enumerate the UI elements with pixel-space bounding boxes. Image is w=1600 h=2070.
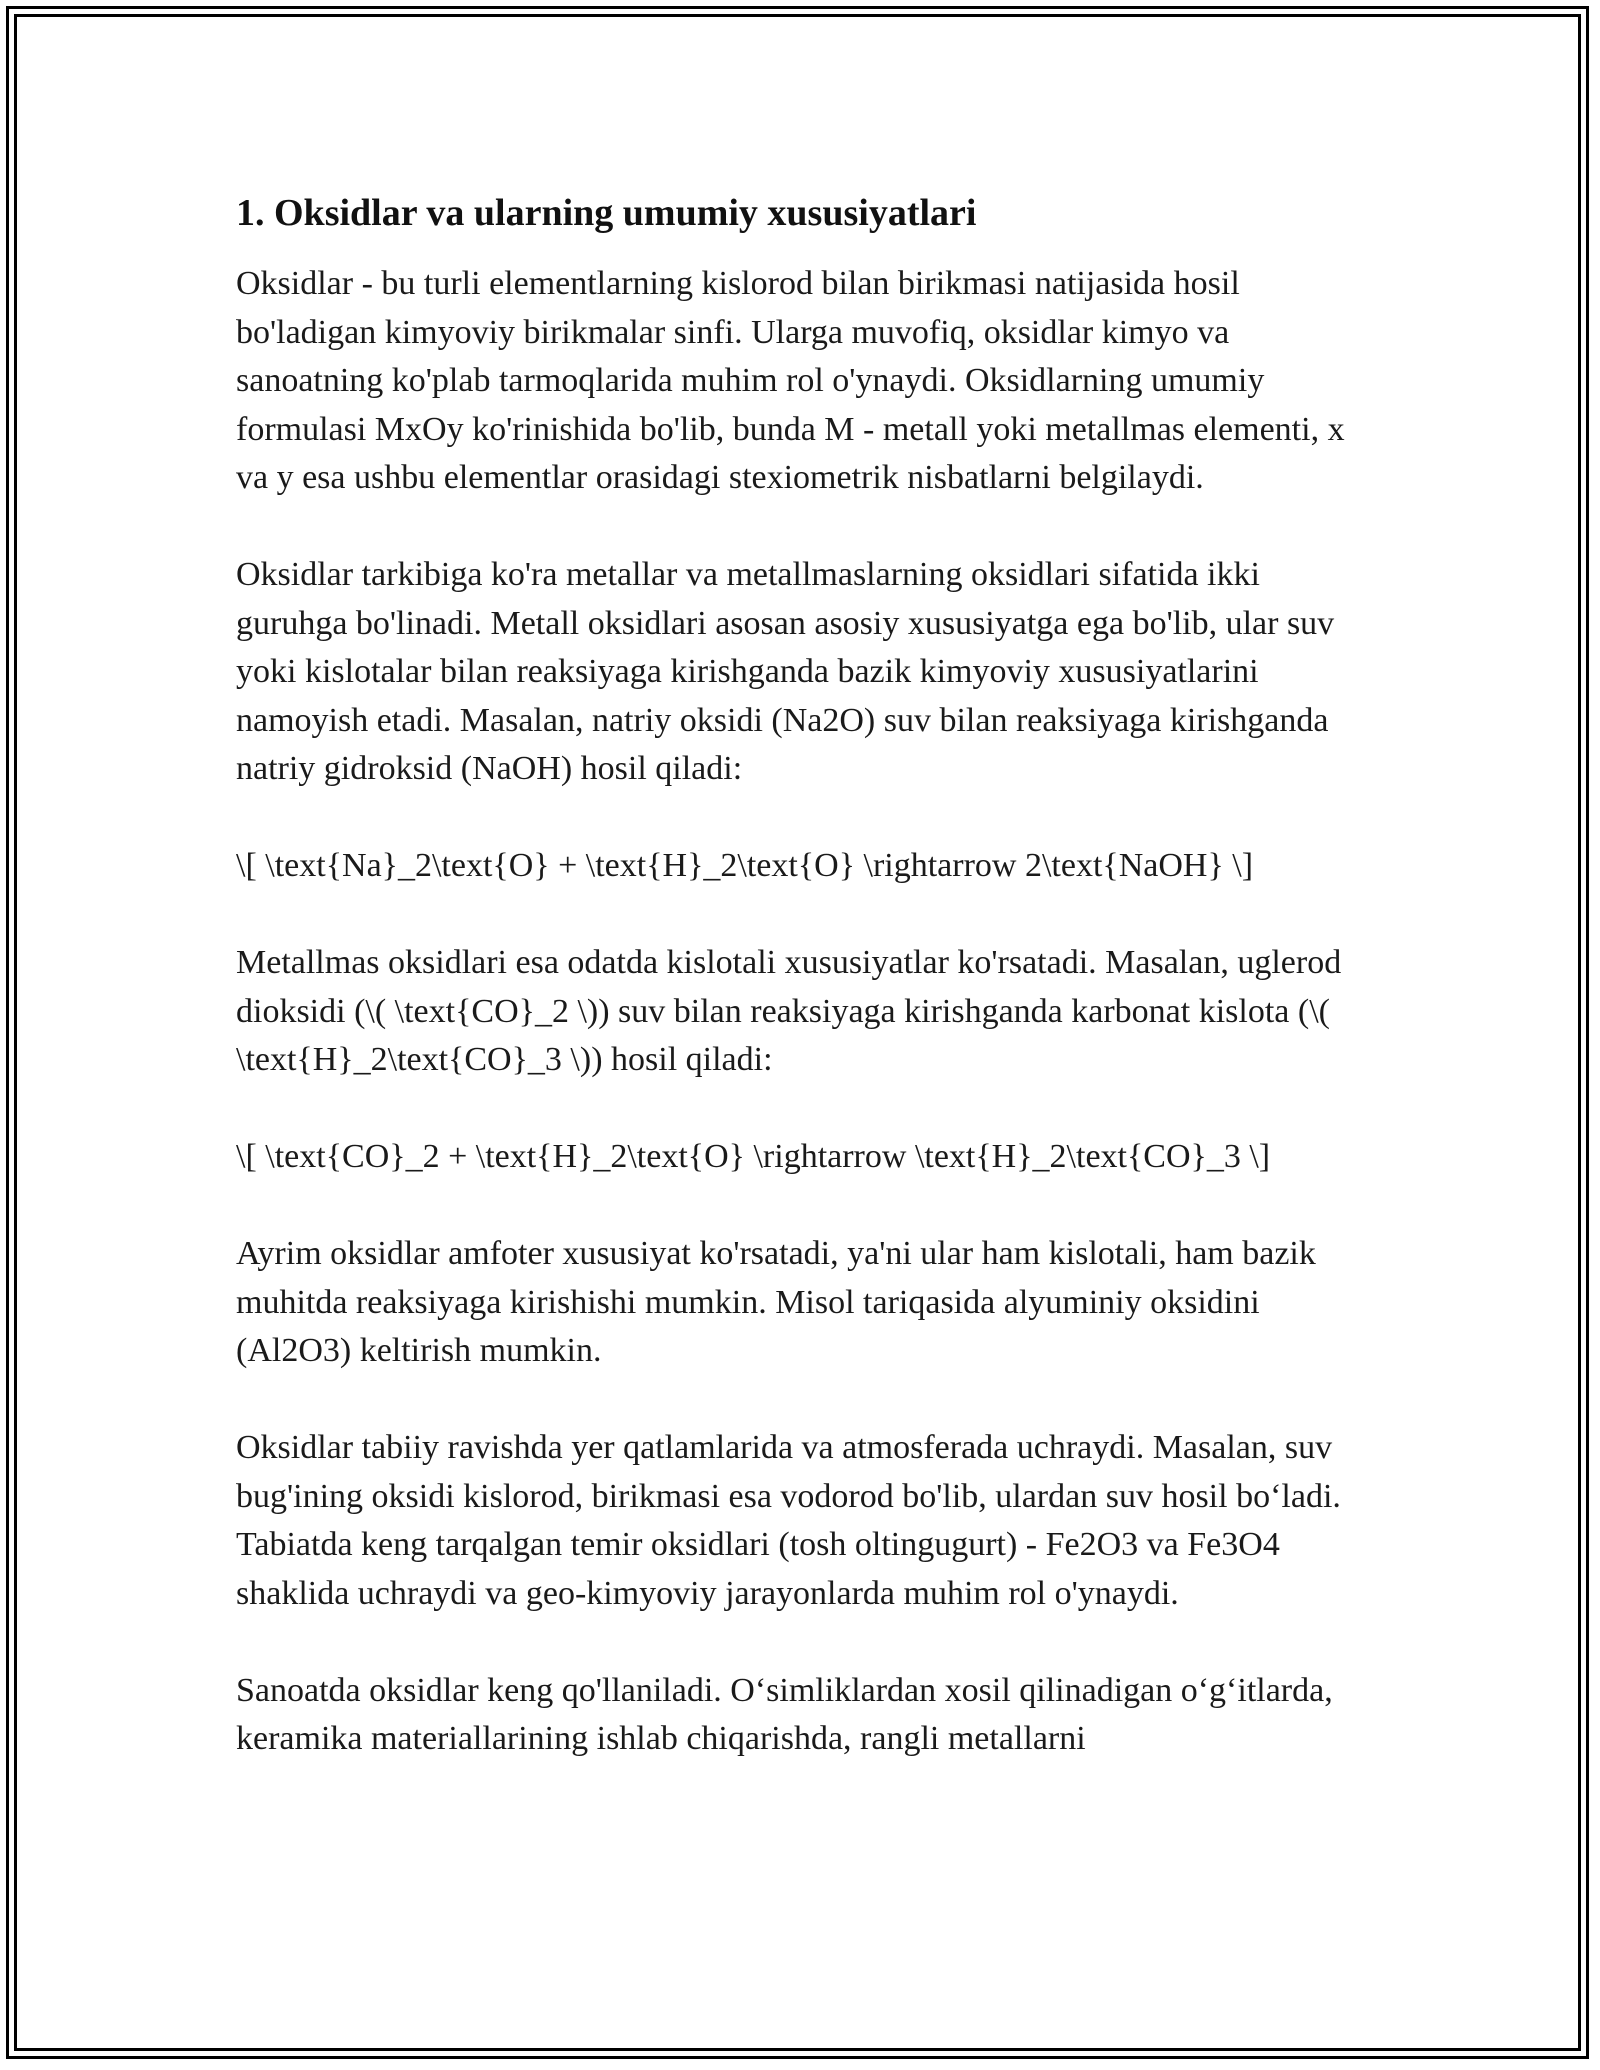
document-page bbox=[236, 186, 1376, 1812]
paragraph-industrial-use: Sanoatda oksidlar keng qo'llaniladi. O‘simliklardan xosil qilinadigan o‘g‘itlarda, keramika materiallarining ishlab chiqarishda, rangli metallarni bbox=[236, 1671, 1333, 1757]
section-heading: 1. Oksidlar va ularning umumiy xususiyatlari bbox=[236, 192, 977, 234]
paragraph-metal-oxides: Oksidlar tarkibiga ko'ra metallar va metallmaslarning oksidlari sifatida ikki guruhga bo'linadi. Metall oksidlari asosan asosiy xususiyatga ega bo'lib, ular suv yoki kislotalar bilan reaksiyaga kirishganda bazik kimyoviy xususiyatlarini namoyish etadi. Masalan, natriy oksidi (Na2O) suv bilan reaksiyaga kirishganda natriy gidroksid (NaOH) hosil qiladi: bbox=[236, 556, 1335, 787]
paragraph-nonmetal-oxides: Metallmas oksidlari esa odatda kislotali xususiyatlar ko'rsatadi. Masalan, uglerod dioksidi (\( \text{CO}_2 \)) suv bilan reaksiyaga kirishganda karbonat kislota (\( \text{H}_2\text{CO}_3 \)) hosil qiladi: bbox=[236, 944, 1342, 1078]
paragraph-amphoteric-oxides: Ayrim oksidlar amfoter xususiyat ko'rsatadi, ya'ni ular ham kislotali, ham bazik muhitda reaksiyaga kirishishi mumkin. Misol tariqasida alyuminiy oksidini (Al2O3) keltirish mumkin. bbox=[236, 1235, 1316, 1369]
paragraph-natural-oxides: Oksidlar tabiiy ravishda yer qatlamlarida va atmosferada uchraydi. Masalan, suv bug'ining oksidi kislorod, birikmasi esa vodorod bo'lib, ulardan suv hosil bo‘ladi. Tabiatda keng tarqalgan temir oksidlari (tosh oltingugurt) - Fe2O3 va Fe3O4 shaklida uchraydi va geo-kimyoviy jarayonlarda muhim rol o'ynaydi. bbox=[236, 1429, 1341, 1612]
equation-carbon-dioxide: \[ \text{CO}_2 + \text{H}_2\text{O} \rightarrow \text{H}_2\text{CO}_3 \] bbox=[236, 1138, 1271, 1175]
paragraph-oxides-definition: Oksidlar - bu turli elementlarning kislorod bilan birikmasi natijasida hosil bo'ladigan kimyoviy birikmalar sinfi. Ularga muvofiq, oksidlar kimyo va sanoatning ko'plab tarmoqlarida muhim rol o'ynaydi. Oksidlarning umumiy formulasi MxOy ko'rinishida bo'lib, bunda M - metall yoki metallmas elementi, x va y esa ushbu elementlar orasidagi stexiometrik nisbatlarni belgilaydi. bbox=[236, 265, 1345, 496]
equation-sodium-oxide: \[ \text{Na}_2\text{O} + \text{H}_2\text{O} \rightarrow 2\text{NaOH} \] bbox=[236, 847, 1254, 884]
